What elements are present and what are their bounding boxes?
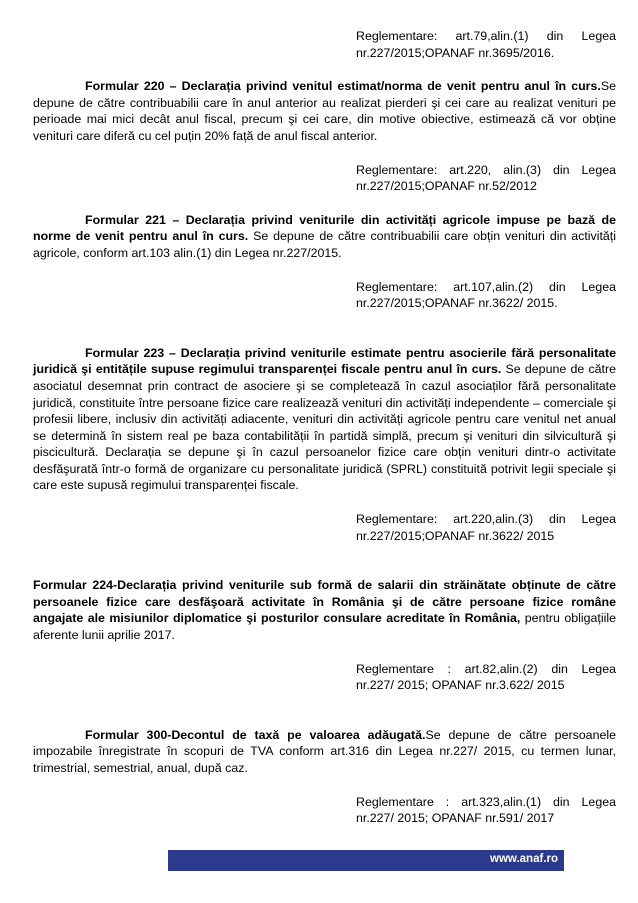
form-223-body: Se depune de către asociatul desemnat prin contract de asociere şi se completează în cazul asociaților fără personalitate juridică, constituite între persoane fizice care realizează venituri din activități independente – comerciale şi profesii libere, inclusiv din activități adiacente, venituri din activități agricole pentru care venitul net anual se determină în sistem real pe baza contabilității în partidă simplă, precum şi venituri din silvicultură şi piscicultură. Declarația se depune şi în cazul persoanelor fizice care obțin venituri dintr-o activitate desfăşurată într-o formă de organizare cu personalitate juridică (SPRL) constituită potrivit legii speciale şi care este supusă regimului transparenței fiscale. bbox=[33, 362, 617, 493]
form-221-body: Se depune de către contribuabilii care obțin venituri din activități agricole, conform art.103 alin.(1) din Legea nr.227/2015. bbox=[33, 229, 617, 260]
footer-url-link[interactable]: www.anaf.ro bbox=[490, 853, 558, 865]
form-224-body: pentru obligațiile aferente lunii aprilie 2017. bbox=[33, 611, 616, 643]
form-220-title: Formular 220 – Declarația privind venitul estimat/norma de venit pentru anul în curs. bbox=[85, 79, 601, 94]
form-224-title: Formular 224-Declarația privind veniturile sub formă de salarii din străinătate obținute de către persoanele fizice care desfăşoară activitate în România şi de către persoane fizice române angajate ale misiunilor diplomatice şi posturilor consulare acreditate în România, bbox=[33, 578, 616, 626]
form-221-title: Formular 221 – Declarația privind veniturile din activități agricole impuse pe bază de norme de venit pentru anul în curs. bbox=[33, 212, 616, 244]
form-223-title: Formular 223 – Declarația privind veniturile estimate pentru asocierile fără personalitate juridică şi entitățile supuse regimului transparenței fiscale pentru anul în curs. bbox=[33, 345, 616, 377]
form-300-body: Se depune de către persoanele impozabile înregistrate în scopuri de TVA conform art.316 din Legea nr.227/ 2015, cu termen lunar, trimestrial, semestrial, anual, după caz. bbox=[33, 727, 616, 775]
form-221-description bbox=[33, 212, 616, 262]
document-page bbox=[33, 0, 616, 827]
form-220-description bbox=[33, 78, 616, 144]
form-223-description bbox=[33, 345, 616, 494]
form-224-description bbox=[33, 577, 616, 643]
regulation-reference: Reglementare: art.79,alin.(1) din Legea nr.227/2015;OPANAF nr.3695/2016. bbox=[356, 29, 616, 60]
form-300-description bbox=[33, 727, 616, 777]
form-224-regulation: Reglementare : art.82,alin.(2) din Legea nr.227/ 2015; OPANAF nr.3.622/ 2015 bbox=[356, 661, 616, 693]
footer-bar bbox=[168, 850, 564, 871]
form-223-regulation: Reglementare: art.220,alin.(3) din Legea nr.227/2015;OPANAF nr.3622/ 2015 bbox=[356, 512, 616, 543]
form-300-regulation: Reglementare : art.323,alin.(1) din Legea nr.227/ 2015; OPANAF nr.591/ 2017 bbox=[356, 794, 616, 826]
form-220-regulation: Reglementare: art.220, alin.(3) din Legea nr.227/2015;OPANAF nr.52/2012 bbox=[356, 162, 616, 194]
form-300-title: Formular 300-Decontul de taxă pe valoarea adăugată. bbox=[85, 727, 426, 742]
form-221-regulation: Reglementare: art.107,alin.(2) din Legea nr.227/2015;OPANAF nr.3622/ 2015. bbox=[356, 279, 616, 311]
form-220-body: Se depune de către contribuabilii care în anul anterior au realizat pierderi şi cei care au realizat venituri pe perioade mai mici decât anul fiscal, precum şi cei care, din motive obiective, estimează că vor obține venituri care diferă cu cel puțin 20% față de anul fiscal anterior. bbox=[33, 79, 616, 143]
